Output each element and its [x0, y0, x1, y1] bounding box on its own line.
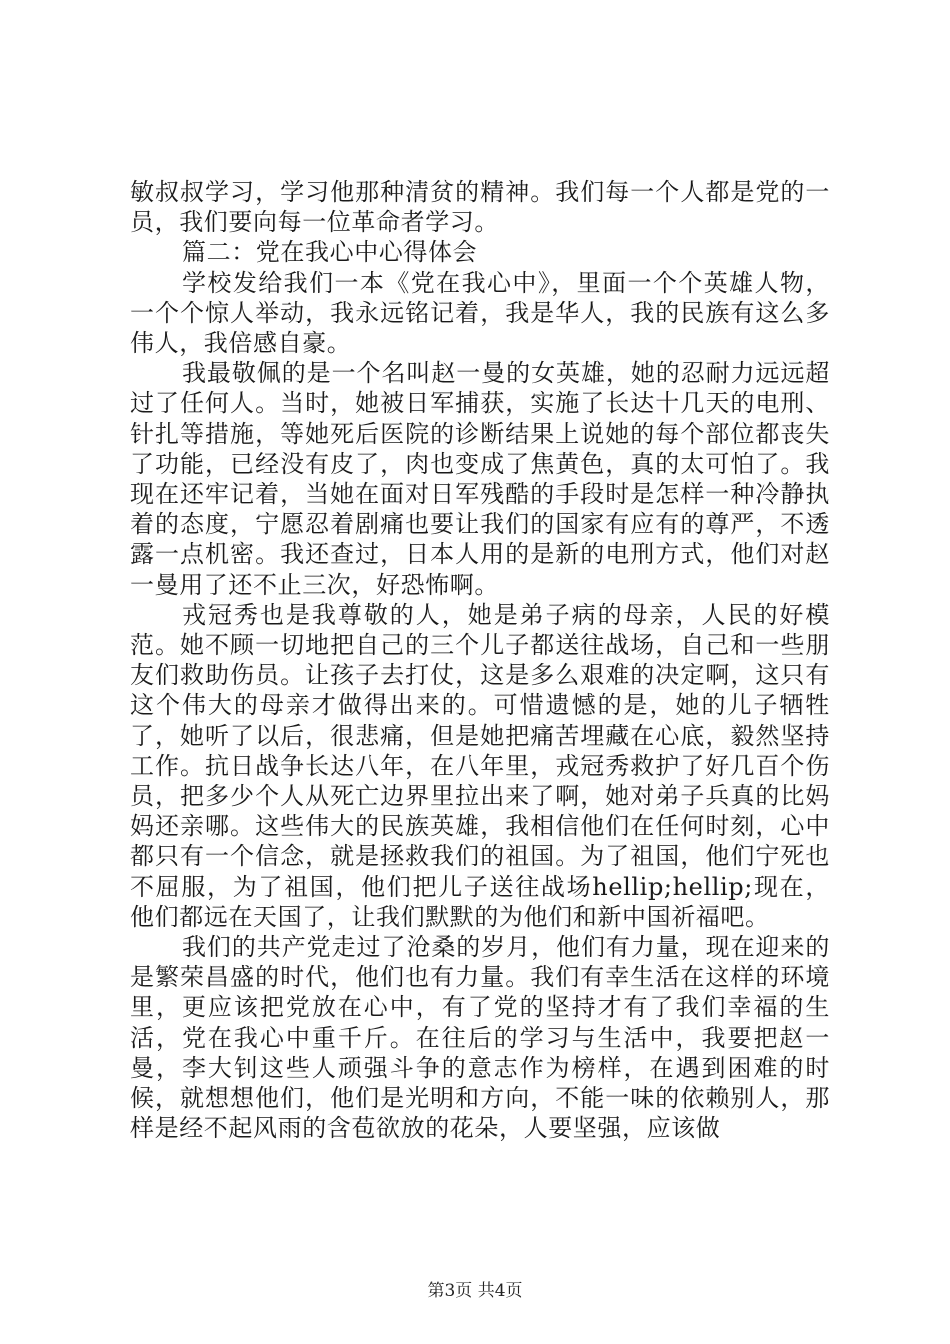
section-heading: 篇二：党在我心中心得体会	[182, 238, 478, 267]
document-body	[130, 177, 830, 1144]
paragraph: 我最敬佩的是一个名叫赵一曼的女英雄，她的忍耐力远远超过了任何人。当时，她被日军捕获，实施了长达十几天的电刑、针扎等措施，等她死后医院的诊断结果上说她的每个部位都丧失了功能，已经没有皮了，肉也变成了焦黄色，真的太可怕了。我现在还牢记着，当她在面对日军残酷的手段时是怎样一种冷静执着的态度，宁愿忍着剧痛也要让我们的国家有应有的尊严，不透露一点机密。我还查过，日本人用的是新的电刑方式，他们对赵一曼用了还不止三次，好恐怖啊。	[130, 359, 830, 599]
page-footer: 第3页 共4页	[427, 1281, 523, 1301]
paragraph: 我们的共产党走过了沧桑的岁月，他们有力量，现在迎来的是繁荣昌盛的时代，他们也有力量。我们有幸生活在这样的环境里，更应该把党放在心中，有了党的坚持才有了我们幸福的生活，党在我心中重千斤。在往后的学习与生活中，我要把赵一曼，李大钊这些人顽强斗争的意志作为榜样，在遇到困难的时候，就想想他们，他们是光明和方向，不能一味的依赖别人，那样是经不起风雨的含苞欲放的花朵，人要坚强，应该做	[130, 933, 830, 1143]
paragraph: 戎冠秀也是我尊敬的人，她是弟子病的母亲，人民的好模范。她不顾一切地把自己的三个儿子都送往战场，自己和一些朋友们救助伤员。让孩子去打仗，这是多么艰难的决定啊，这只有这个伟大的母亲才做得出来的。可惜遗憾的是，她的儿子牺牲了，她听了以后，很悲痛，但是她把痛苦埋藏在心底，毅然坚持工作。抗日战争长达八年，在八年里，戎冠秀救护了好几百个伤员，把多少个人从死亡边界里拉出来了啊，她对弟子兵真的比妈妈还亲哪。这些伟大的民族英雄，我相信他们在任何时刻，心中都只有一个信念，就是拯救我们的祖国。为了祖国，他们宁死也不屈服，为了祖国，他们把儿子送往战场hellip;hellip;现在，他们都远在天国了，让我们默默的为他们和新中国祈福吧。	[130, 600, 830, 931]
paragraph: 学校发给我们一本《党在我心中》，里面一个个英雄人物，一个个惊人举动，我永远铭记着，我是华人，我的民族有这么多伟人，我倍感自豪。	[130, 268, 830, 358]
paragraph-continuation: 敏叔叔学习，学习他那种清贫的精神。我们每一个人都是党的一员，我们要向每一位革命者学习。	[130, 178, 830, 237]
